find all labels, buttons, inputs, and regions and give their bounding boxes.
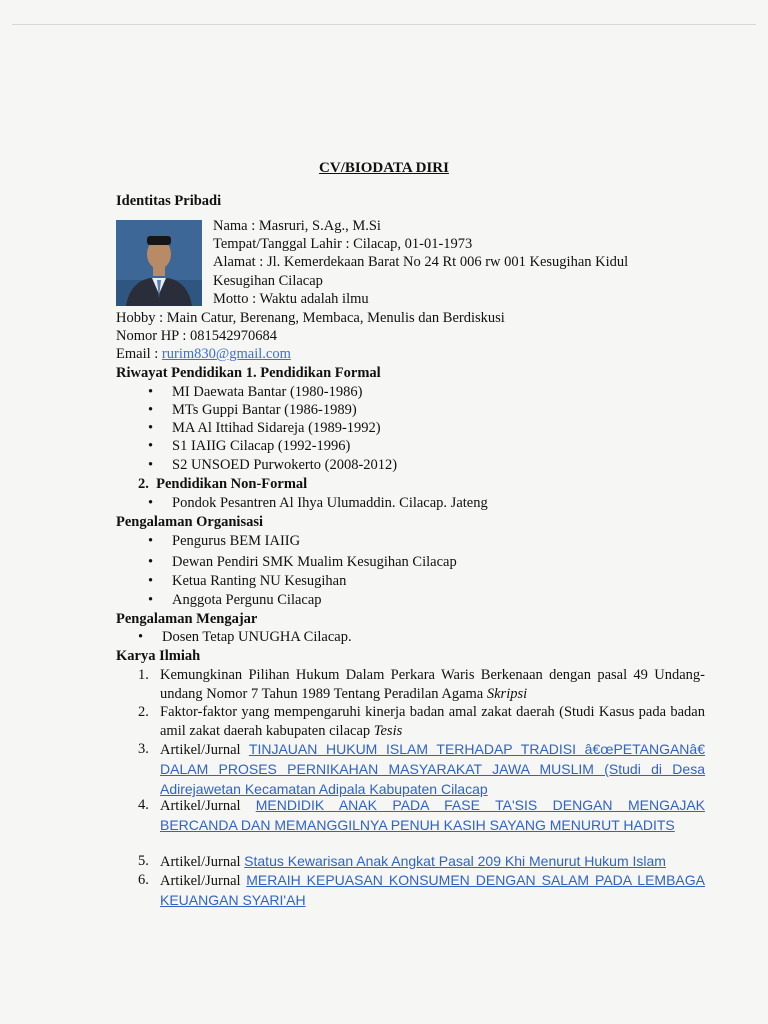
motto-text: Motto : Waktu adalah ilmu: [213, 291, 369, 307]
karya-item-prefix: Artikel/Jurnal: [160, 854, 245, 870]
list-item-label: Anggota Pergunu Cilacap: [172, 592, 322, 608]
karya-item-number: 5.: [138, 853, 149, 869]
karya-item-number: 6.: [138, 872, 149, 888]
cv-page: CV/BIODATA DIRI Identitas Pribadi Nama : Masruri, S.Ag., M.Si Tempat/Tanggal Lahir : Cilacap, 01-01-1973 Alamat : Jl. Kemerdekaan Barat No 24 Rt 006 rw 001 Kesugihan Kidul Kesugihan Cilacap Motto : Waktu adalah ilmu Hobby : Main Catur, Berenang, Membaca, Menulis dan Berdiskusi Nomor HP : 081542970684 Email : rurim830@gmail.com Riwayat Pendidikan 1. Pendidikan Formal • MI Daewata Bantar (1980-1986) • MTs Guppi Bantar (1986-1989) • MA Al Ittihad Sidareja (1989-1992) • S1 IAIIG Cilacap (1992-1996) • S2 UNSOED Purwokerto (2008-2012) 2. Pendidikan Non-Formal • Pondok Pesantren Al Ihya Ulumaddin. Cilacap. Jateng Pengalaman Organisasi • Pengurus BEM IAIIG • Dewan Pendiri SMK Mualim Kesugihan Cilacap • Ketua Ranting NU Kesugihan • Anggota Pergunu Cilacap Pengalaman Mengajar • Dosen Tetap UNUGHA Cilacap. Karya Ilmiah 1. Kemungkinan Pilihan Hukum Dalam Perkara Waris Berkenaan dengan pasal 49 Undang-undang Nomor 7 Tahun 1989 Tentang Peradilan Agama Skripsi 2. Faktor-faktor yang mempengaruhi kinerja badan amal zakat daerah (Studi Kasus pada badan amil zakat daerah kabupaten cilacap Tesis 3. Artikel/Jurnal TINJAUAN HUKUM ISLAM TERHADAP TRADISI â€œPETANGANâ€ DALAM PROSES PERNIKAHAN MASYARAKAT JAWA MUSLIM (Studi di Desa Adirejawetan Kecamatan Adipala Kabupaten Cilacap 4. Artikel/Jurnal MENDIDIK ANAK PADA FASE TA'SIS DENGAN MENGAJAK BERCANDA DAN MEMANGGILNYA PENUH KASIH SAYANG MENURUT HADITS 5. Artikel/Jurnal Status Kewarisan Anak Angkat Pasal 209 Khi Menurut Hukum Islam 6. Artikel/Jurnal MERAIH KEPUASAN KONSUMEN DENGAN SALAM PADA LEMBAGA KEUANGAN SYARI'AH: [0, 0, 768, 1024]
list-item-label: MI Daewata Bantar (1980-1986): [172, 384, 363, 400]
list-item-label: Dewan Pendiri SMK Mualim Kesugihan Cilacap: [172, 554, 457, 570]
mengajar-heading: Pengalaman Mengajar: [116, 611, 258, 627]
identitas-heading: Identitas Pribadi: [116, 193, 222, 209]
formal-heading: 1. Pendidikan Formal: [245, 365, 381, 381]
karya-item-type: Skripsi: [486, 686, 528, 702]
profile-photo: [116, 220, 202, 306]
email-link[interactable]: rurim830@gmail.com: [161, 346, 291, 362]
list-item-label: MTs Guppi Bantar (1986-1989): [172, 402, 357, 418]
pendidikan-heading-prefix: Riwayat Pendidikan: [116, 365, 246, 381]
list-item-label: MA Al Ittihad Sidareja (1989-1992): [172, 420, 381, 436]
page-title: CV/BIODATA DIRI: [319, 160, 449, 176]
jurnal-link[interactable]: Status Kewarisan Anak Angkat Pasal 209 Khi Menurut Hukum Islam: [244, 853, 666, 869]
alamat-line2: Kesugihan Cilacap: [213, 273, 323, 289]
list-item-label: Pengurus BEM IAIIG: [172, 533, 301, 549]
ttl-text: Tempat/Tanggal Lahir : Cilacap, 01-01-1973: [213, 236, 473, 252]
list-item-label: Pondok Pesantren Al Ihya Ulumaddin. Cilacap. Jateng: [172, 495, 488, 511]
list-item-label: Dosen Tetap UNUGHA Cilacap.: [162, 629, 352, 645]
karya-item-number: 4.: [138, 797, 149, 813]
karya-item-title: Kemungkinan Pilihan Hukum Dalam Perkara Waris Berkenaan dengan pasal 49 Undang-undang Nomor 7 Tahun 1989 Tentang Peradilan Agama: [160, 667, 705, 702]
karya-item-text: [160, 740, 705, 800]
jurnal-link[interactable]: MERAIH KEPUASAN KONSUMEN DENGAN SALAM PADA LEMBAGA KEUANGAN SYARI'AH: [160, 872, 705, 908]
email-row: [116, 345, 291, 363]
hobby-text: Hobby : Main Catur, Berenang, Membaca, Menulis dan Berdiskusi: [116, 310, 505, 326]
list-item-label: Ketua Ranting NU Kesugihan: [172, 573, 347, 589]
karya-item-number: 3.: [138, 741, 149, 757]
nonformal-heading: [138, 475, 307, 493]
karya-item-text: [160, 796, 705, 836]
karya-item-text: [160, 852, 705, 872]
karya-item-type: Tesis: [373, 723, 403, 739]
karya-item-prefix: Artikel/Jurnal: [160, 873, 247, 889]
karya-item-prefix: Artikel/Jurnal: [160, 798, 256, 814]
karya-item-text: [160, 666, 705, 704]
nonformal-heading-label: Pendidikan Non-Formal: [156, 476, 308, 492]
phone-text: Nomor HP : 081542970684: [116, 328, 277, 344]
nama-text: Nama : Masruri, S.Ag., M.Si: [213, 218, 381, 234]
alamat-line1: Alamat : Jl. Kemerdekaan Barat No 24 Rt 006 rw 001 Kesugihan Kidul: [213, 254, 629, 270]
organisasi-heading: Pengalaman Organisasi: [116, 514, 264, 530]
email-label: Email :: [116, 346, 162, 362]
karya-item-text: [160, 871, 705, 911]
list-item-label: S2 UNSOED Purwokerto (2008-2012): [172, 457, 398, 473]
karya-item-number: 1.: [138, 667, 149, 683]
karya-heading: Karya Ilmiah: [116, 648, 201, 664]
jurnal-link[interactable]: MENDIDIK ANAK PADA FASE TA'SIS DENGAN MENGAJAK BERCANDA DAN MEMANGGILNYA PENUH KASIH SAYANG MENURUT HADITS: [160, 797, 705, 833]
pendidikan-heading: [116, 364, 381, 382]
karya-item-prefix: Artikel/Jurnal: [160, 742, 249, 758]
karya-item-title: Faktor-faktor yang mempengaruhi kinerja badan amal zakat daerah (Studi Kasus pada badan amil zakat daerah kabupaten cilacap: [160, 704, 705, 739]
jurnal-link[interactable]: TINJAUAN HUKUM ISLAM TERHADAP TRADISI â€œPETANGANâ€ DALAM PROSES PERNIKAHAN MASYARAKAT JAWA MUSLIM (Studi di Desa Adirejawetan Kecamatan Adipala Kabupaten Cilacap: [160, 741, 705, 797]
nonformal-number: 2.: [138, 476, 149, 492]
karya-item-number: 2.: [138, 704, 149, 720]
list-item-label: S1 IAIIG Cilacap (1992-1996): [172, 438, 351, 454]
karya-item-text: [160, 703, 705, 741]
